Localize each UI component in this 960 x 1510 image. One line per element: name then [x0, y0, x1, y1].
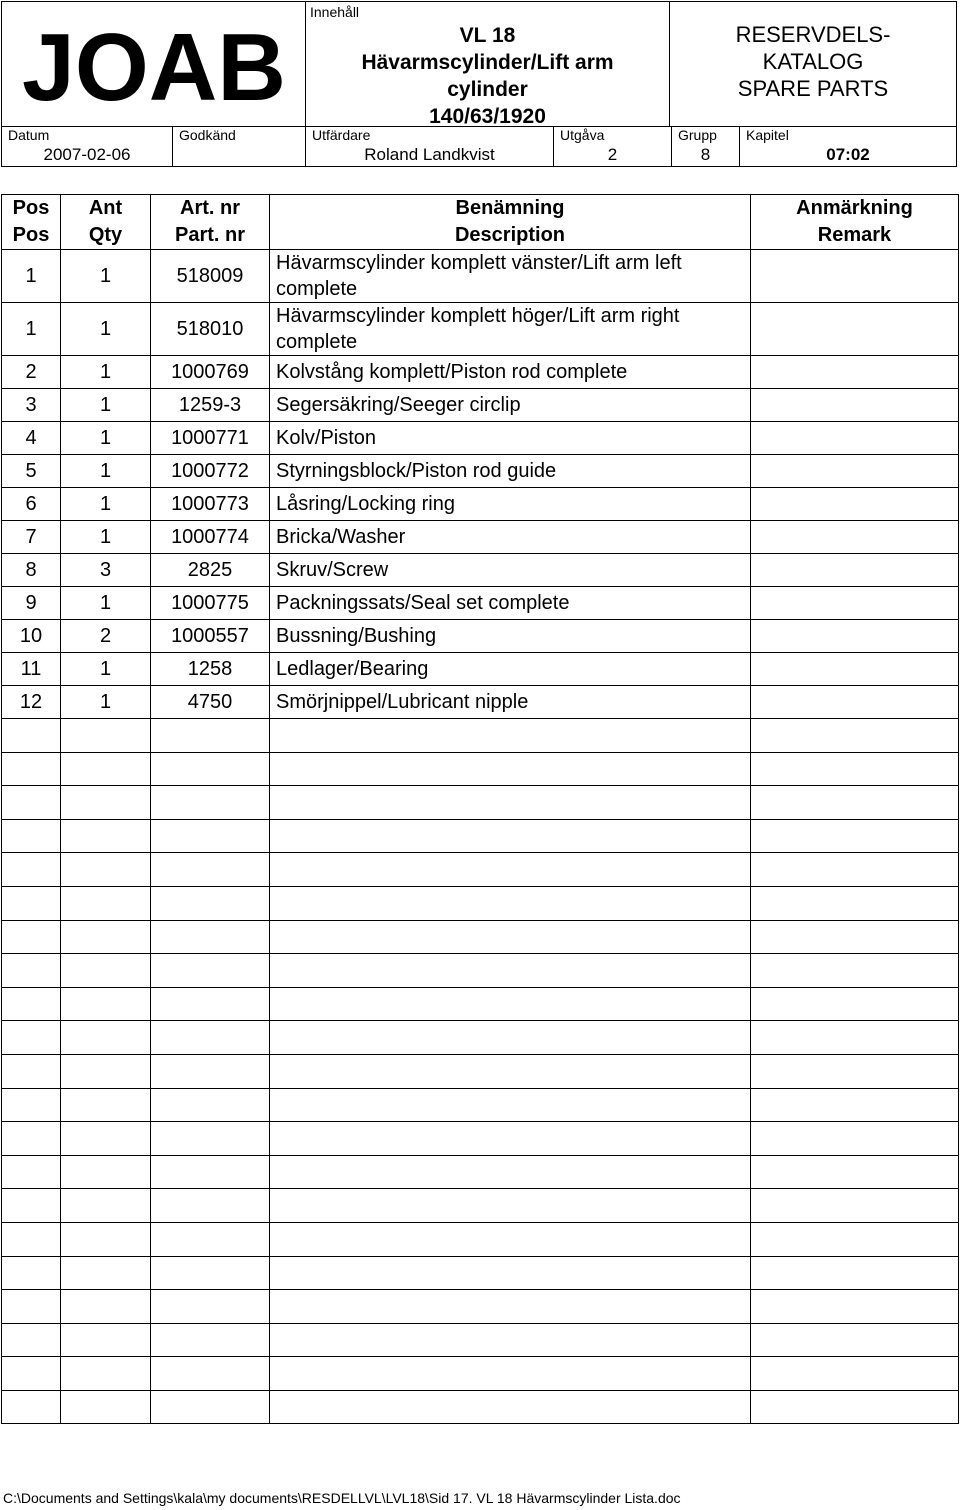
empty-cell: [270, 1390, 751, 1424]
empty-cell: [751, 1021, 959, 1055]
empty-cell: [151, 1390, 270, 1424]
empty-cell: [151, 987, 270, 1021]
header-art: [151, 195, 270, 250]
cell-remark: [751, 686, 959, 719]
table-row: [2, 686, 959, 719]
cell-desc: Kolv/Piston: [270, 422, 751, 455]
empty-cell: [151, 786, 270, 820]
cell-remark: [751, 422, 959, 455]
empty-cell: [751, 1390, 959, 1424]
empty-row: [2, 920, 959, 954]
empty-cell: [270, 1088, 751, 1122]
empty-cell: [751, 786, 959, 820]
cell-pos: 9: [2, 587, 61, 620]
meta-utgava: [554, 126, 672, 167]
empty-cell: [151, 853, 270, 887]
empty-cell: [61, 719, 151, 753]
title-line: Hävarmscylinder/Lift arm: [361, 51, 614, 74]
empty-cell: [61, 886, 151, 920]
meta-kapitel: [740, 126, 957, 167]
cell-remark: [751, 620, 959, 653]
empty-row: [2, 752, 959, 786]
godkand-label: Godkänd: [179, 127, 236, 143]
empty-cell: [2, 752, 61, 786]
cell-art: 518009: [151, 250, 270, 303]
empty-row: [2, 1290, 959, 1324]
empty-cell: [2, 1189, 61, 1223]
title-line: VL 18: [459, 24, 516, 47]
empty-cell: [151, 1323, 270, 1357]
empty-cell: [151, 1290, 270, 1324]
meta-godkand: [173, 126, 306, 167]
empty-cell: [270, 987, 751, 1021]
header-text: Part. nr: [174, 224, 246, 246]
empty-cell: [61, 954, 151, 988]
cell-pos: 1: [2, 250, 61, 303]
cell-art: 1000557: [151, 620, 270, 653]
cell-pos: 3: [2, 389, 61, 422]
parts-header-row: [2, 195, 959, 250]
empty-cell: [270, 954, 751, 988]
empty-cell: [751, 954, 959, 988]
cell-art: 1259-3: [151, 389, 270, 422]
empty-cell: [2, 1122, 61, 1156]
table-row: [2, 587, 959, 620]
utgava-value: 2: [607, 145, 618, 164]
cell-remark: [751, 250, 959, 303]
header-text: Ant: [88, 197, 123, 219]
empty-cell: [61, 1054, 151, 1088]
empty-cell: [270, 1323, 751, 1357]
cell-art: 2825: [151, 554, 270, 587]
file-path-footer: C:\Documents and Settings\kala\my documents\RESDELLVL\LVL18\Sid 17. VL 18 Hävarmscylinder Lista.doc: [3, 1490, 681, 1506]
empty-cell: [751, 719, 959, 753]
header-text: Pos: [12, 197, 50, 219]
table-row: [2, 303, 959, 356]
catalog-cell: [670, 2, 957, 127]
header-text: Remark: [817, 224, 892, 246]
cell-remark: [751, 521, 959, 554]
title-line: 140/63/1920: [429, 105, 546, 128]
empty-cell: [270, 1357, 751, 1391]
cell-art: 1000769: [151, 356, 270, 389]
cell-remark: [751, 356, 959, 389]
cell-qty: 1: [61, 587, 151, 620]
cell-pos: 5: [2, 455, 61, 488]
empty-cell: [751, 1222, 959, 1256]
empty-cell: [270, 819, 751, 853]
empty-cell: [151, 954, 270, 988]
cell-pos: 6: [2, 488, 61, 521]
empty-cell: [270, 886, 751, 920]
utfardare-label: Utfärdare: [312, 127, 371, 143]
utfardare-value: Roland Landkvist: [364, 145, 495, 164]
header-pos: [2, 195, 61, 250]
empty-cell: [2, 1155, 61, 1189]
cell-pos: 4: [2, 422, 61, 455]
parts-body: [2, 250, 959, 1424]
empty-row: [2, 1122, 959, 1156]
logo-cell: [2, 2, 306, 127]
cell-qty: 1: [61, 488, 151, 521]
empty-cell: [270, 1222, 751, 1256]
empty-cell: [751, 1323, 959, 1357]
cell-pos: 10: [2, 620, 61, 653]
cell-art: 518010: [151, 303, 270, 356]
empty-cell: [151, 1122, 270, 1156]
empty-cell: [151, 886, 270, 920]
empty-row: [2, 1323, 959, 1357]
header-text: Pos: [12, 224, 50, 246]
cell-qty: 1: [61, 303, 151, 356]
cell-qty: 1: [61, 521, 151, 554]
cell-art: 1258: [151, 653, 270, 686]
empty-cell: [751, 1189, 959, 1223]
header-remark: [751, 195, 959, 250]
empty-cell: [151, 1054, 270, 1088]
empty-cell: [61, 853, 151, 887]
empty-row: [2, 1256, 959, 1290]
empty-cell: [61, 1357, 151, 1391]
empty-cell: [151, 819, 270, 853]
cell-qty: 1: [61, 686, 151, 719]
empty-row: [2, 1189, 959, 1223]
empty-cell: [61, 987, 151, 1021]
cell-desc: Ledlager/Bearing: [270, 653, 751, 686]
catalog-line: KATALOG: [762, 49, 864, 74]
cell-art: 1000772: [151, 455, 270, 488]
kapitel-label: Kapitel: [746, 127, 789, 143]
empty-cell: [751, 819, 959, 853]
empty-cell: [270, 1256, 751, 1290]
datum-label: Datum: [8, 127, 50, 143]
empty-row: [2, 719, 959, 753]
table-row: [2, 521, 959, 554]
empty-cell: [61, 1122, 151, 1156]
cell-desc: Hävarmscylinder komplett höger/Lift arm right complete: [270, 303, 751, 356]
cell-art: 1000775: [151, 587, 270, 620]
empty-cell: [61, 1290, 151, 1324]
cell-remark: [751, 653, 959, 686]
table-row: [2, 422, 959, 455]
empty-cell: [2, 1054, 61, 1088]
cell-desc: Packningssats/Seal set complete: [270, 587, 751, 620]
meta-grupp: [672, 126, 740, 167]
grupp-label: Grupp: [678, 127, 717, 143]
empty-cell: [270, 1290, 751, 1324]
empty-cell: [751, 1290, 959, 1324]
empty-cell: [61, 819, 151, 853]
title-line: cylinder: [447, 78, 528, 101]
grupp-value: 8: [700, 145, 711, 164]
empty-row: [2, 819, 959, 853]
meta-block: [1, 126, 957, 167]
empty-row: [2, 853, 959, 887]
document-title: [306, 22, 669, 130]
empty-cell: [2, 1290, 61, 1324]
empty-cell: [151, 1088, 270, 1122]
empty-cell: [151, 1256, 270, 1290]
empty-row: [2, 1088, 959, 1122]
cell-remark: [751, 303, 959, 356]
cell-desc: Smörjnippel/Lubricant nipple: [270, 686, 751, 719]
title-cell: [306, 2, 670, 127]
empty-cell: [2, 819, 61, 853]
kapitel-value: 07:02: [826, 145, 870, 164]
empty-cell: [270, 1189, 751, 1223]
empty-cell: [270, 1122, 751, 1156]
cell-remark: [751, 455, 959, 488]
utgava-label: Utgåva: [560, 127, 605, 143]
empty-row: [2, 987, 959, 1021]
parts-table: [1, 194, 959, 1424]
cell-pos: 8: [2, 554, 61, 587]
empty-cell: [751, 1256, 959, 1290]
empty-cell: [151, 719, 270, 753]
empty-cell: [751, 886, 959, 920]
joab-logo: [22, 24, 290, 108]
cell-remark: [751, 554, 959, 587]
cell-art: 1000774: [151, 521, 270, 554]
empty-cell: [2, 1222, 61, 1256]
datum-value: 2007-02-06: [43, 145, 131, 164]
header-text: Art. nr: [180, 197, 240, 219]
empty-cell: [61, 920, 151, 954]
empty-row: [2, 786, 959, 820]
cell-art: 4750: [151, 686, 270, 719]
cell-remark: [751, 389, 959, 422]
empty-cell: [751, 1122, 959, 1156]
empty-cell: [2, 886, 61, 920]
empty-cell: [61, 1088, 151, 1122]
cell-desc: Skruv/Screw: [270, 554, 751, 587]
empty-cell: [751, 920, 959, 954]
empty-row: [2, 1222, 959, 1256]
empty-cell: [151, 920, 270, 954]
catalog-line: SPARE PARTS: [737, 76, 889, 101]
cell-qty: 1: [61, 455, 151, 488]
empty-row: [2, 1357, 959, 1391]
empty-cell: [2, 1323, 61, 1357]
table-row: [2, 356, 959, 389]
empty-row: [2, 1390, 959, 1424]
empty-cell: [61, 1021, 151, 1055]
empty-cell: [2, 1021, 61, 1055]
cell-pos: 1: [2, 303, 61, 356]
cell-qty: 1: [61, 389, 151, 422]
empty-cell: [270, 786, 751, 820]
empty-cell: [751, 752, 959, 786]
header-text: Benämning: [455, 197, 565, 219]
empty-cell: [270, 1021, 751, 1055]
empty-cell: [61, 786, 151, 820]
cell-qty: 3: [61, 554, 151, 587]
empty-cell: [61, 1155, 151, 1189]
table-row: [2, 653, 959, 686]
empty-cell: [270, 920, 751, 954]
empty-cell: [2, 920, 61, 954]
header-block: [1, 1, 957, 127]
meta-utfardare: [306, 126, 554, 167]
empty-cell: [151, 1357, 270, 1391]
empty-cell: [151, 1155, 270, 1189]
empty-cell: [61, 752, 151, 786]
header-text: Description: [454, 224, 566, 246]
empty-cell: [751, 1155, 959, 1189]
cell-pos: 12: [2, 686, 61, 719]
header-text: Qty: [88, 224, 123, 246]
cell-qty: 1: [61, 422, 151, 455]
table-row: [2, 488, 959, 521]
header-qty: [61, 195, 151, 250]
cell-desc: Bussning/Bushing: [270, 620, 751, 653]
cell-desc: Låsring/Locking ring: [270, 488, 751, 521]
cell-qty: 1: [61, 653, 151, 686]
cell-pos: 7: [2, 521, 61, 554]
empty-cell: [61, 1189, 151, 1223]
empty-cell: [2, 954, 61, 988]
table-row: [2, 554, 959, 587]
cell-desc: Segersäkring/Seeger circlip: [270, 389, 751, 422]
cell-pos: 11: [2, 653, 61, 686]
empty-cell: [270, 1054, 751, 1088]
cell-pos: 2: [2, 356, 61, 389]
empty-cell: [270, 752, 751, 786]
contents-label: Innehåll: [310, 4, 360, 20]
cell-desc: Styrningsblock/Piston rod guide: [270, 455, 751, 488]
table-row: [2, 455, 959, 488]
empty-cell: [151, 1189, 270, 1223]
cell-qty: 2: [61, 620, 151, 653]
cell-remark: [751, 587, 959, 620]
meta-datum: [2, 126, 173, 167]
cell-remark: [751, 488, 959, 521]
empty-cell: [2, 987, 61, 1021]
empty-cell: [2, 1390, 61, 1424]
empty-cell: [270, 1155, 751, 1189]
cell-desc: Hävarmscylinder komplett vänster/Lift arm left complete: [270, 250, 751, 303]
logo-text: JOAB: [22, 24, 286, 108]
empty-cell: [2, 1357, 61, 1391]
empty-cell: [751, 1357, 959, 1391]
empty-cell: [270, 853, 751, 887]
cell-desc: Bricka/Washer: [270, 521, 751, 554]
cell-art: 1000771: [151, 422, 270, 455]
empty-row: [2, 954, 959, 988]
empty-row: [2, 1054, 959, 1088]
empty-row: [2, 886, 959, 920]
table-row: [2, 620, 959, 653]
empty-cell: [2, 719, 61, 753]
empty-cell: [2, 853, 61, 887]
empty-cell: [751, 1088, 959, 1122]
empty-cell: [2, 1256, 61, 1290]
empty-cell: [751, 853, 959, 887]
empty-cell: [61, 1222, 151, 1256]
empty-cell: [751, 987, 959, 1021]
header-desc: [270, 195, 751, 250]
table-row: [2, 250, 959, 303]
cell-art: 1000773: [151, 488, 270, 521]
catalog-title: [670, 2, 956, 102]
empty-cell: [61, 1323, 151, 1357]
header-text: Anmärkning: [796, 197, 913, 219]
cell-desc: Kolvstång komplett/Piston rod complete: [270, 356, 751, 389]
empty-cell: [61, 1256, 151, 1290]
empty-cell: [151, 1021, 270, 1055]
empty-cell: [2, 1088, 61, 1122]
catalog-line: RESERVDELS-: [735, 22, 891, 47]
empty-row: [2, 1021, 959, 1055]
empty-cell: [270, 719, 751, 753]
empty-row: [2, 1155, 959, 1189]
empty-cell: [2, 786, 61, 820]
empty-cell: [751, 1054, 959, 1088]
empty-cell: [151, 1222, 270, 1256]
table-row: [2, 389, 959, 422]
empty-cell: [151, 752, 270, 786]
cell-qty: 1: [61, 250, 151, 303]
empty-cell: [61, 1390, 151, 1424]
cell-qty: 1: [61, 356, 151, 389]
